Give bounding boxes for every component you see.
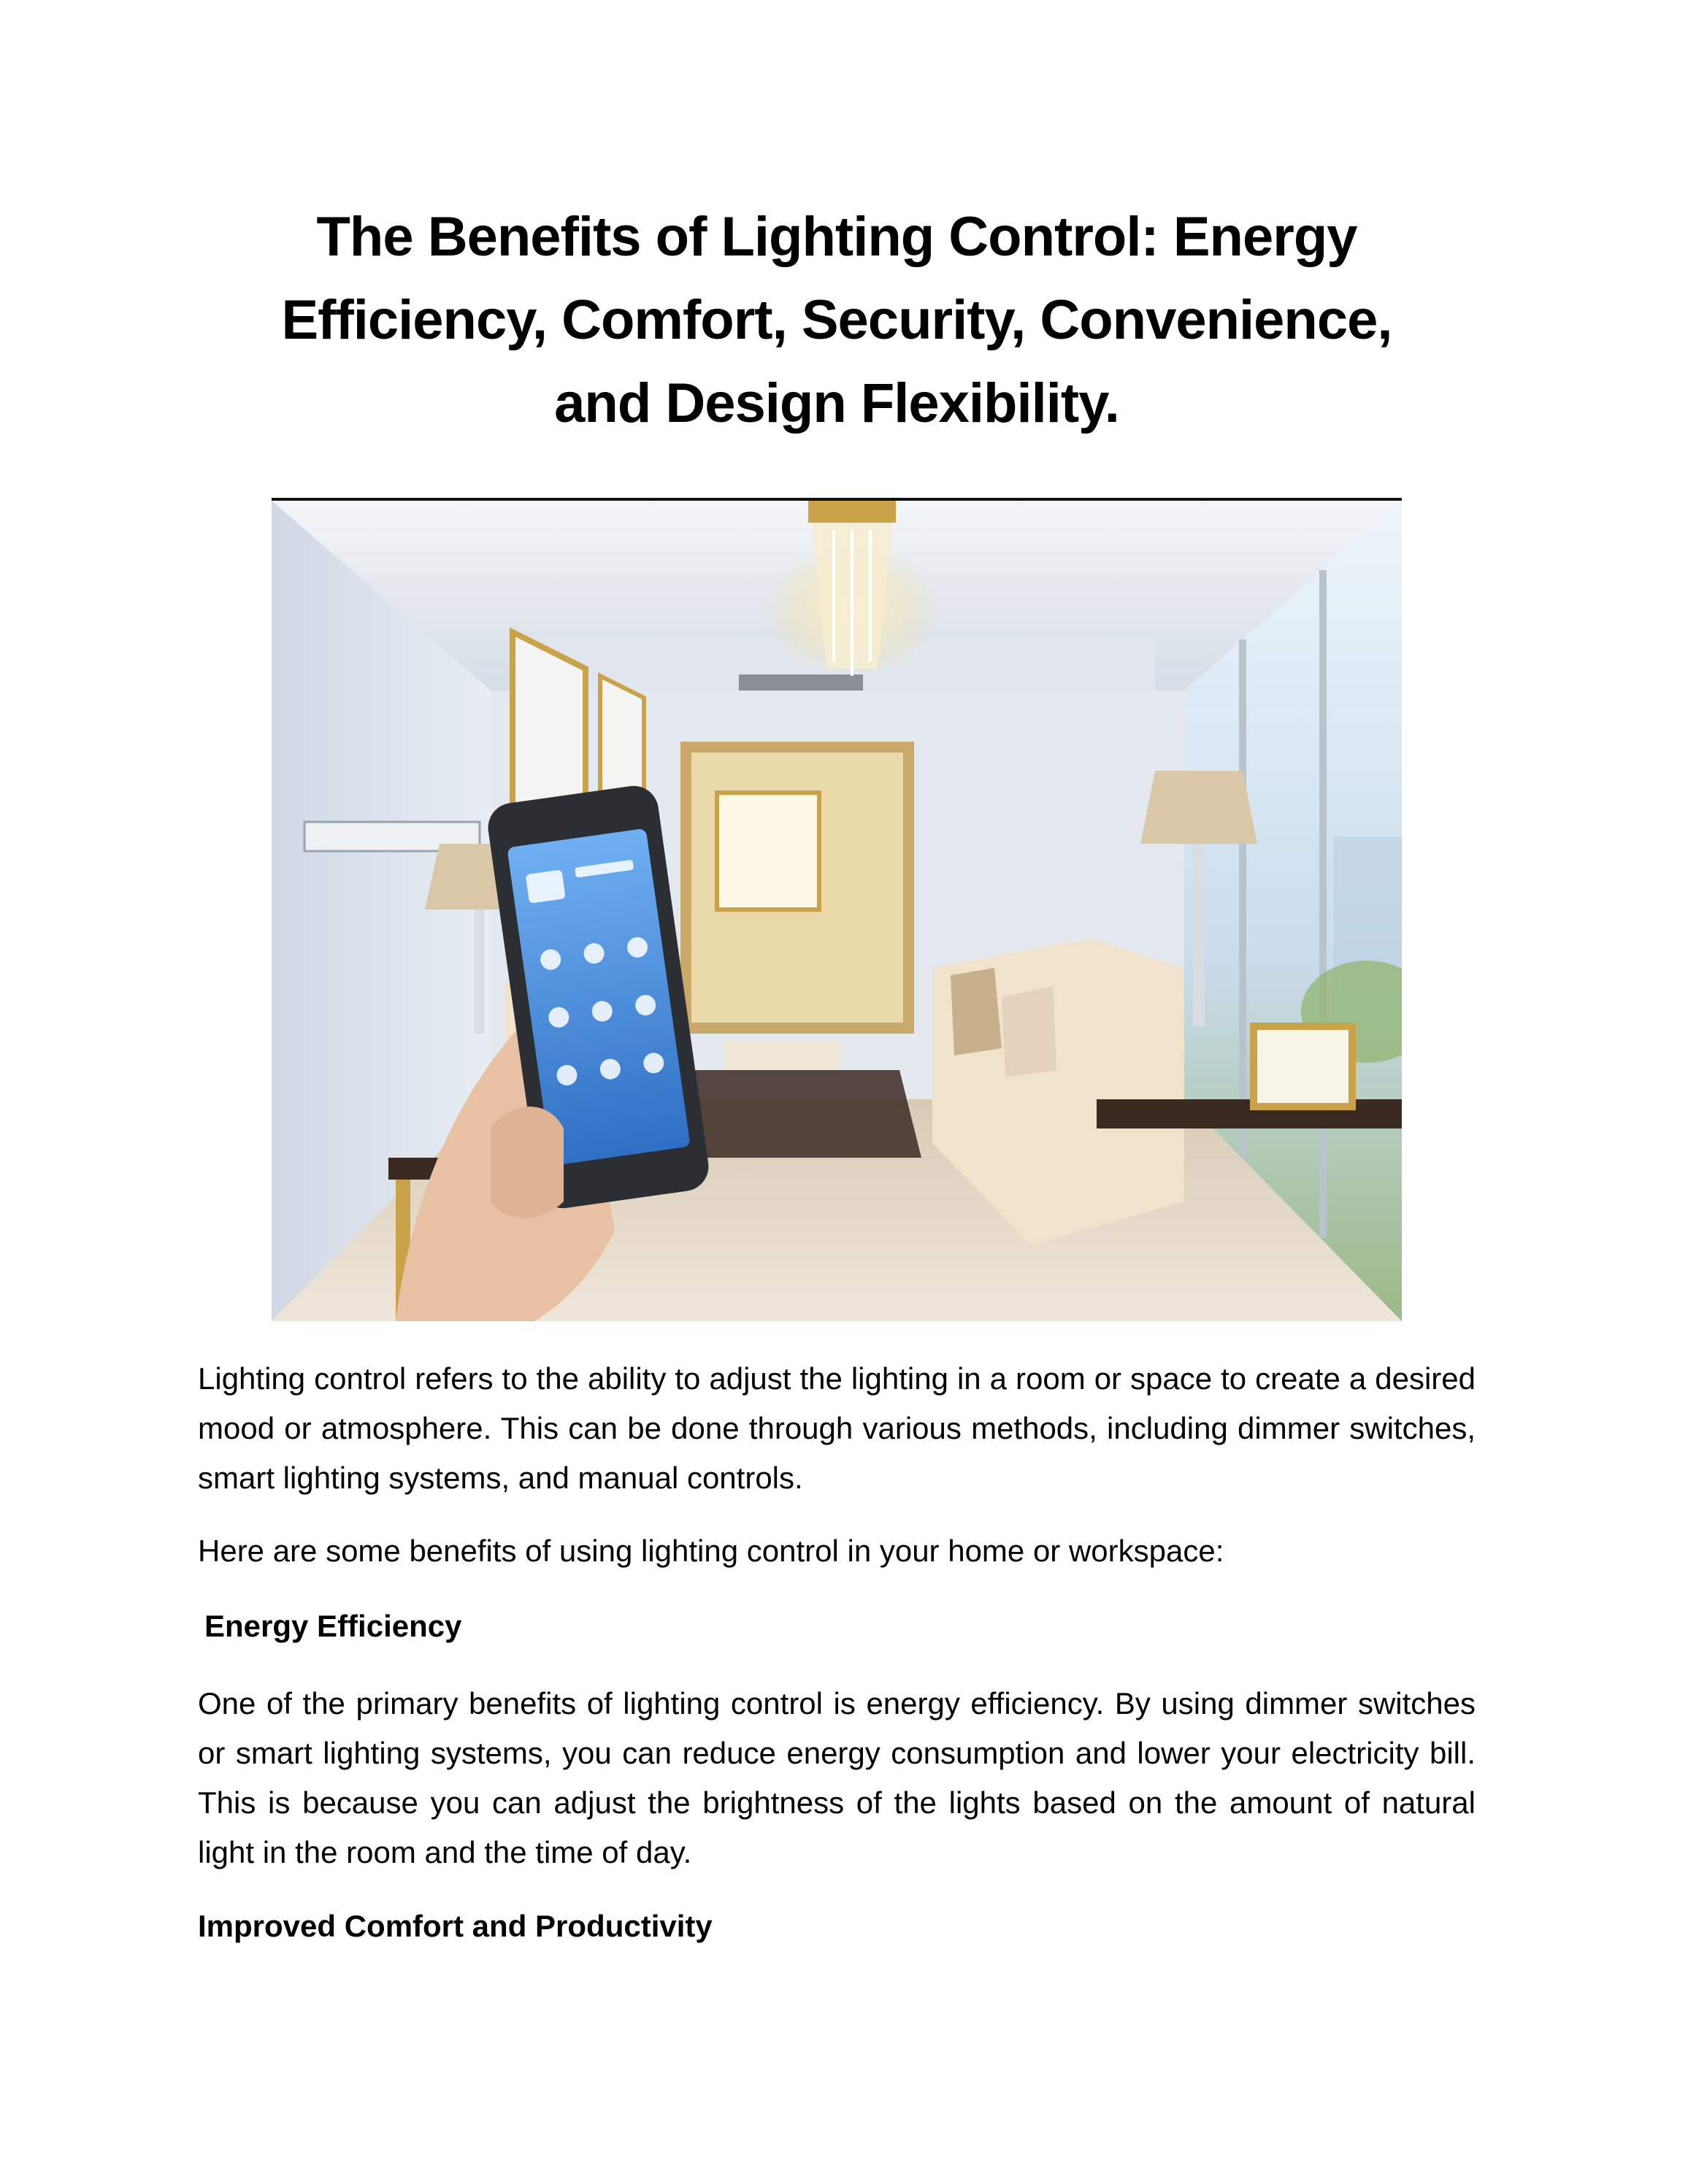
- title-line-2: Efficiency, Comfort, Security, Convenience,: [281, 289, 1392, 351]
- title-line-1: The Benefits of Lighting Control: Energy: [316, 206, 1357, 268]
- intro-paragraph: Lighting control refers to the ability to adjust the lighting in a room or space to create a desired mood or atmosphere. This can be done through various methods, including dimmer switches, smart lighting systems, and manual controls.: [198, 1361, 1476, 1495]
- page-title: [212, 196, 1462, 445]
- section-heading-improved-comfort: Improved Comfort and Productivity: [198, 1909, 713, 1943]
- section-heading-energy-efficiency: Energy Efficiency: [204, 1609, 462, 1643]
- section-body-energy-efficiency: One of the primary benefits of lighting control is energy efficiency. By using dimmer switches or smart lighting systems, you can reduce energy consumption and lower your electricity bill. This is because you can adjust the brightness of the lights based on the amount of natural light in the room and the time of day.: [198, 1686, 1476, 1869]
- benefits-intro: Here are some benefits of using lighting control in your home or workspace:: [198, 1534, 1224, 1568]
- hero-image: [272, 498, 1402, 1321]
- smart-living-room-illustration: [272, 501, 1402, 1321]
- title-line-3: and Design Flexibility.: [554, 372, 1119, 434]
